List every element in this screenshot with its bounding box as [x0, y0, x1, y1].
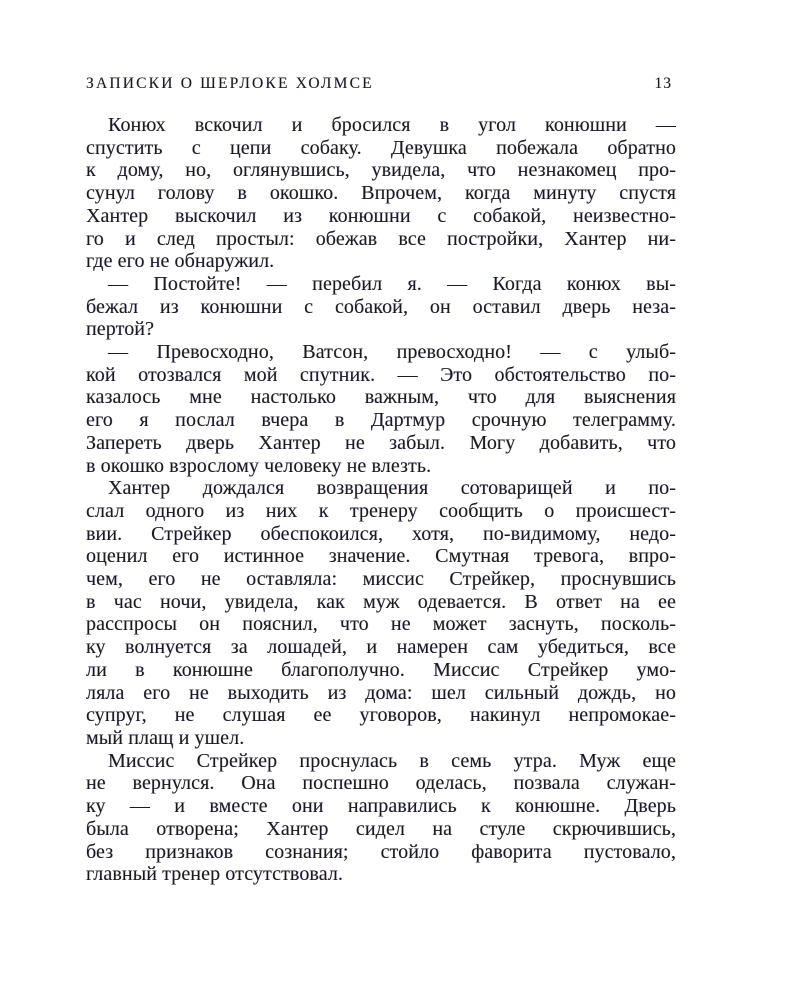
- text-line: слал одного из них к тренеру сообщить о происшест-: [86, 499, 676, 522]
- text-line: супруг, не слушая ее уговоров, накинул непромокае-: [86, 704, 676, 727]
- text-line: Хантер выскочил из конюшни с собакой, неизвестно-: [86, 204, 676, 227]
- text-line: главный тренер отсутствовал.: [86, 863, 344, 886]
- text-line: ли в конюшне благополучно. Миссис Стрейкер умо-: [86, 658, 676, 681]
- page-body: [86, 114, 676, 886]
- text-line: мый плащ и ушел.: [86, 726, 245, 749]
- text-line: бежал из конюшни с собакой, он оставил дверь неза-: [86, 295, 676, 318]
- running-header-title: ЗАПИСКИ О ШЕРЛОКЕ ХОЛМСЕ: [86, 75, 374, 92]
- text-line: к дому, но, оглянувшись, увидела, что незнакомец про-: [86, 159, 676, 182]
- text-line: чем, его не оставляла: миссис Стрейкер, проснувшись: [86, 568, 676, 591]
- text-line: го и след простыл: обежав все постройки, Хантер ни-: [86, 227, 676, 250]
- text-line: сунул голову в окошко. Впрочем, когда минуту спустя: [86, 182, 676, 205]
- text-line: расспросы он пояснил, что не может заснуть, посколь-: [86, 613, 676, 636]
- text-line: Запереть дверь Хантер не забыл. Могу добавить, что: [86, 431, 676, 454]
- text-line: ку — и вместе они направились к конюшне. Дверь: [86, 795, 676, 818]
- text-line: в окошко взрослому человеку не влезть.: [86, 454, 432, 477]
- text-line: была отворена; Хантер сидел на стуле скрючившись,: [86, 817, 676, 840]
- text-line: не вернулся. Она поспешно оделась, позвала служан-: [86, 772, 676, 795]
- text-line: казалось мне настолько важным, что для выяснения: [86, 386, 676, 409]
- text-line: оценил его истинное значение. Смутная тревога, впро-: [86, 545, 676, 568]
- text-line: Хантер дождался возвращения сотоварищей и по-: [108, 477, 676, 500]
- text-line: кой отозвался мой спутник. — Это обстоятельство по-: [86, 363, 676, 386]
- text-line: ку волнуется за лошадей, и намерен сам убедиться, все: [86, 636, 676, 659]
- text-line: без признаков сознания; стойло фаворита пустовало,: [86, 840, 676, 863]
- text-line: — Превосходно, Ватсон, превосходно! — с улыб-: [108, 341, 676, 364]
- text-line: вии. Стрейкер обеспокоился, хотя, по-видимому, недо-: [86, 522, 676, 545]
- text-line: ляла его не выходить из дома: шел сильный дождь, но: [86, 681, 676, 704]
- text-line: пертой?: [86, 318, 155, 341]
- text-line: Конюх вскочил и бросился в угол конюшни —: [108, 114, 676, 136]
- text-line: его я послал вчера в Дартмур срочную телеграмму.: [86, 409, 676, 432]
- page-number: 13: [654, 75, 672, 92]
- running-header: [86, 75, 672, 93]
- text-line: Миссис Стрейкер проснулась в семь утра. Муж еще: [108, 749, 676, 772]
- text-line: где его не обнаружил.: [86, 250, 275, 273]
- text-line: в час ночи, увидела, как муж одевается. В ответ на ее: [86, 590, 676, 613]
- text-line: спустить с цепи собаку. Девушка побежала обратно: [86, 136, 676, 159]
- text-line: — Постойте! — перебил я. — Когда конюх вы-: [108, 272, 676, 295]
